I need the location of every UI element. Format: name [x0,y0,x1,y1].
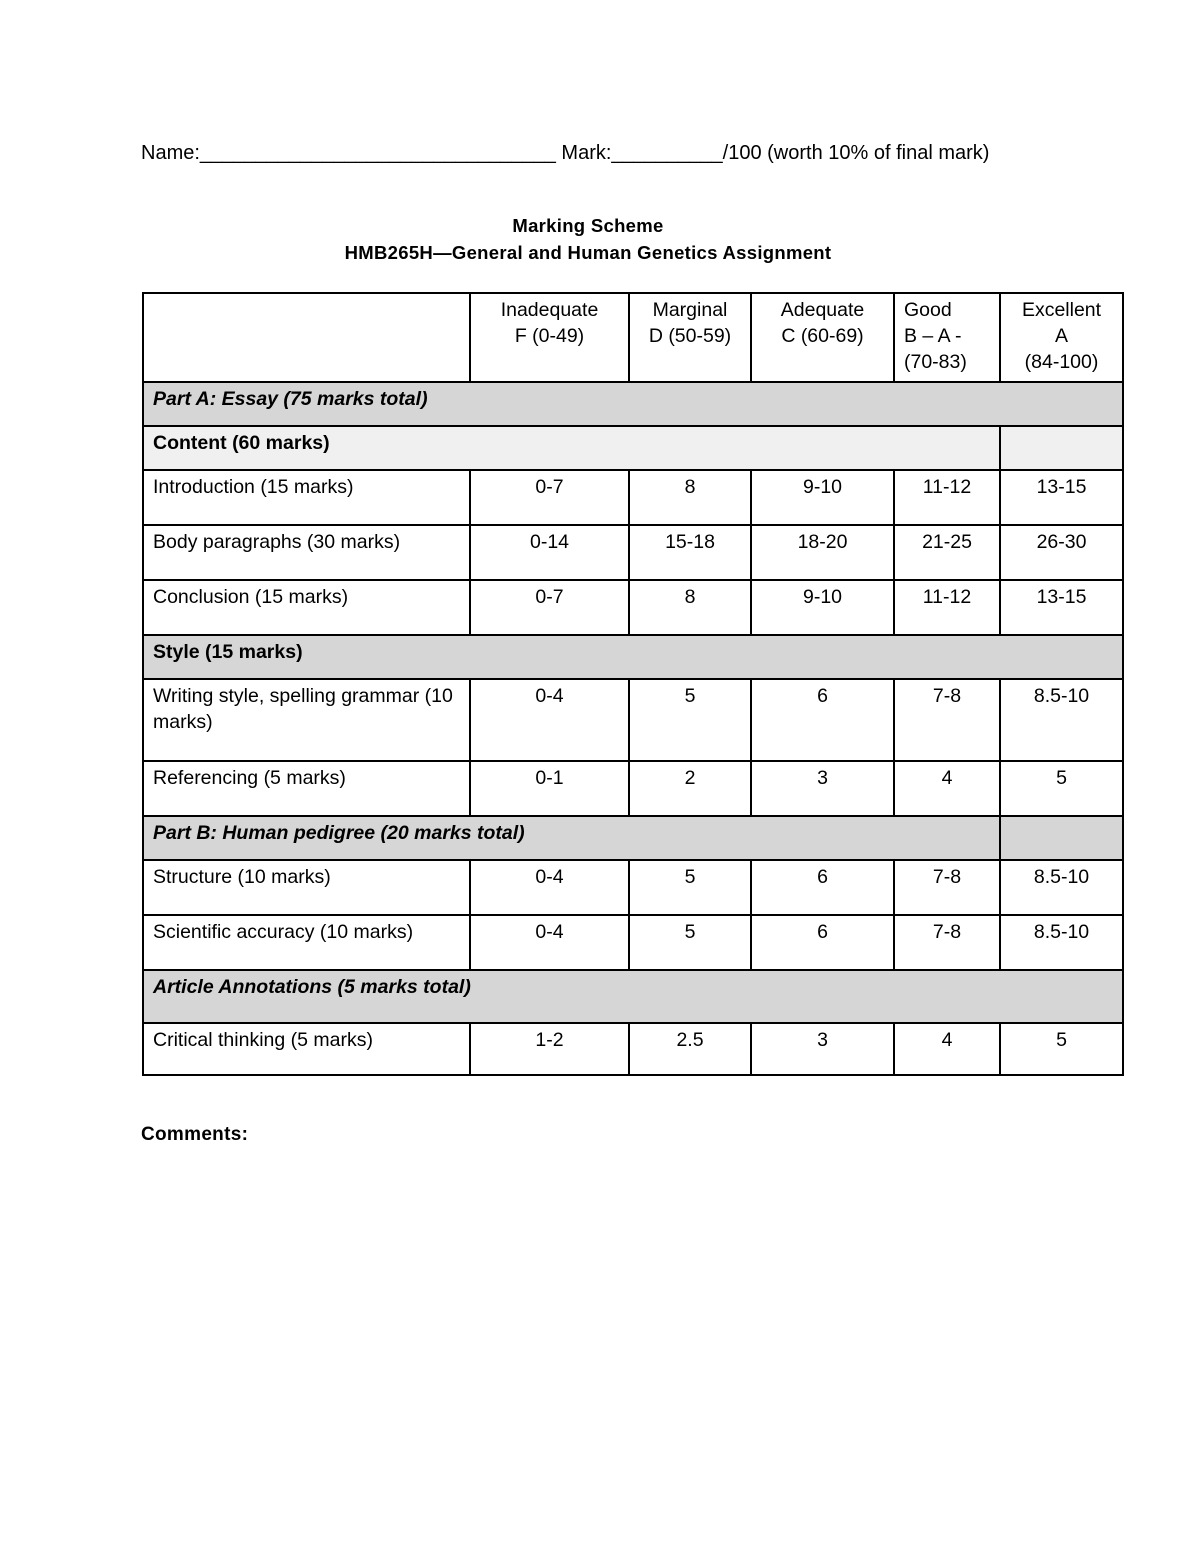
table-row [143,1023,1123,1075]
student-info-line [141,142,1121,165]
score-cell: 6 [751,679,894,761]
score-cell: 8 [629,470,751,525]
table-row [143,679,1123,761]
score-cell: 5 [629,860,751,915]
score-cell: 0-4 [470,860,629,915]
score-cell: 15-18 [629,525,751,580]
section-label: Part B: Human pedigree (20 marks total) [153,822,525,844]
header-empty-cell [143,293,470,382]
column-header-excellent: Excellent A (84-100) [1000,293,1123,382]
score-cell: 9-10 [751,470,894,525]
score-cell: 7-8 [894,860,1000,915]
criterion-label: Introduction (15 marks) [143,470,470,525]
score-cell: 4 [894,761,1000,816]
column-header-good: Good B – A - (70-83) [894,293,1000,382]
score-cell: 6 [751,915,894,970]
score-cell: 9-10 [751,580,894,635]
score-cell: 0-4 [470,915,629,970]
section-part-b [143,816,1123,860]
criterion-label: Scientific accuracy (10 marks) [143,915,470,970]
table-row [143,915,1123,970]
score-cell: 1-2 [470,1023,629,1075]
section-part-a [143,382,1123,426]
score-cell: 0-7 [470,470,629,525]
column-header-adequate: Adequate C (60-69) [751,293,894,382]
score-cell: 3 [751,761,894,816]
score-cell: 18-20 [751,525,894,580]
section-label: Article Annotations (5 marks total) [153,976,471,998]
section-label: Style (15 marks) [153,641,303,663]
score-cell: 2 [629,761,751,816]
column-header-marginal: Marginal D (50-59) [629,293,751,382]
table-row [143,470,1123,525]
score-cell: 7-8 [894,679,1000,761]
table-row [143,761,1123,816]
score-cell: 2.5 [629,1023,751,1075]
score-cell: 5 [629,679,751,761]
comments-label: Comments: [141,1124,249,1145]
score-cell: 8.5-10 [1000,860,1123,915]
section-style [143,635,1123,679]
criterion-label: Body paragraphs (30 marks) [143,525,470,580]
column-header-inadequate: Inadequate F (0-49) [470,293,629,382]
title-line-1: Marking Scheme [512,215,664,236]
score-cell: 0-14 [470,525,629,580]
score-cell: 13-15 [1000,470,1123,525]
name-blank: ________________________________ [199,142,556,164]
criterion-label: Writing style, spelling grammar (10 marks) [143,679,470,761]
mark-total: /100 [722,142,762,164]
score-cell: 8.5-10 [1000,915,1123,970]
score-cell: 0-1 [470,761,629,816]
score-cell: 0-4 [470,679,629,761]
score-cell: 21-25 [894,525,1000,580]
score-cell: 11-12 [894,470,1000,525]
grade-header-row [143,293,1123,382]
mark-blank: __________ [611,142,723,164]
score-cell: 13-15 [1000,580,1123,635]
table-row [143,860,1123,915]
criterion-label: Referencing (5 marks) [143,761,470,816]
criterion-label: Structure (10 marks) [143,860,470,915]
section-spacer-cell [1000,816,1123,860]
score-cell: 7-8 [894,915,1000,970]
table-row [143,580,1123,635]
marking-rubric-table [142,292,1124,1076]
section-spacer-cell [1000,426,1123,470]
name-label: Name: [141,142,200,164]
score-cell: 5 [629,915,751,970]
score-cell: 5 [1000,761,1123,816]
mark-label: Mark: [561,142,612,164]
score-cell: 0-7 [470,580,629,635]
section-content [143,426,1123,470]
worth-note: (worth 10% of final mark) [767,142,990,164]
section-label: Content (60 marks) [153,432,330,454]
table-row [143,525,1123,580]
criterion-label: Critical thinking (5 marks) [143,1023,470,1075]
score-cell: 5 [1000,1023,1123,1075]
score-cell: 8 [629,580,751,635]
score-cell: 6 [751,860,894,915]
section-annotations [143,970,1123,1023]
score-cell: 4 [894,1023,1000,1075]
document-title [0,212,1176,266]
score-cell: 8.5-10 [1000,679,1123,761]
score-cell: 11-12 [894,580,1000,635]
title-line-2: HMB265H—General and Human Genetics Assignment [344,242,832,263]
score-cell: 3 [751,1023,894,1075]
score-cell: 26-30 [1000,525,1123,580]
section-label: Part A: Essay (75 marks total) [153,388,428,410]
criterion-label: Conclusion (15 marks) [143,580,470,635]
